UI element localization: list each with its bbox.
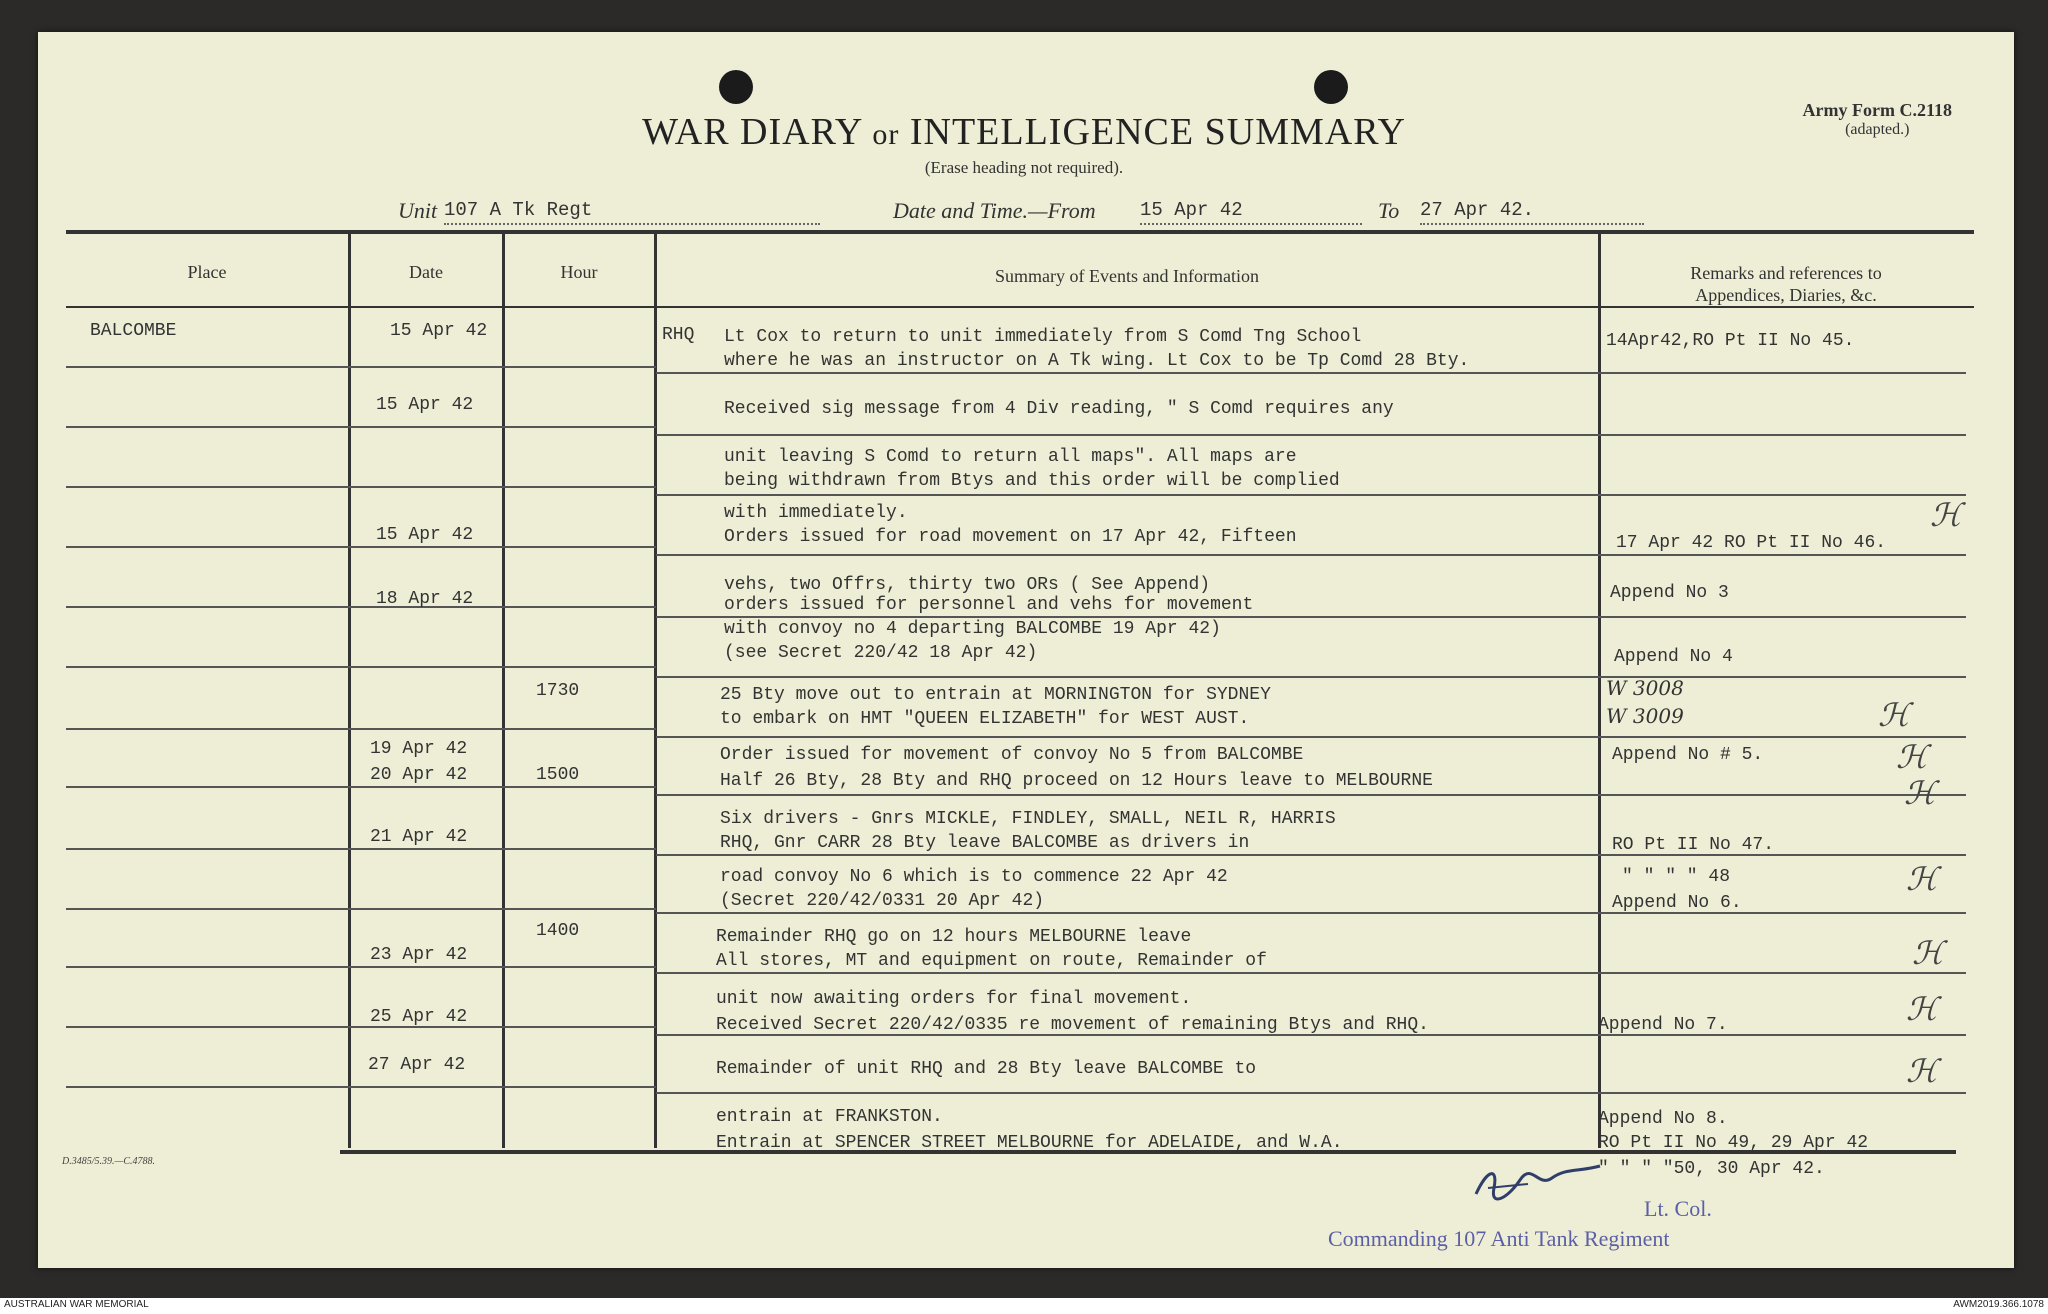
remarks-cell: " " " "50, 30 Apr 42. [1598, 1159, 1825, 1179]
initials-mark: ℋ [1906, 1052, 1938, 1090]
row-line [66, 1026, 656, 1028]
row-line [656, 434, 1966, 436]
hour-cell: 1400 [536, 921, 580, 941]
summary-line: where he was an instructor on A Tk wing. Lt Cox to be Tp Comd 28 Bty. [724, 351, 1470, 371]
row-line [66, 848, 656, 850]
row-line [66, 908, 656, 910]
initials-mark: ℋ [1930, 496, 1962, 534]
date-from-label: Date and Time.—From [893, 198, 1096, 223]
row-line [66, 366, 656, 368]
archive-reference: AWM2019.366.1078 [1953, 1299, 2044, 1310]
summary-line: road convoy No 6 which is to commence 22 Apr 42 [720, 867, 1228, 887]
initials-mark: ℋ [1906, 990, 1938, 1028]
row-line [66, 728, 656, 730]
summary-line: with convoy no 4 departing BALCOMBE 19 Apr 42) [724, 619, 1221, 639]
row-line [656, 1092, 1966, 1094]
unit-label: Unit [398, 198, 438, 223]
date-from-value: 15 Apr 42 [1140, 199, 1362, 225]
remarks-header-line1: Remarks and references to [1690, 263, 1882, 283]
punch-hole [1314, 70, 1348, 104]
summary-line: with immediately. [724, 503, 908, 523]
summary-line: Remainder RHQ go on 12 hours MELBOURNE leave [716, 927, 1192, 947]
remarks-cell: " " " " 48 [1622, 867, 1731, 887]
row-line [66, 1086, 656, 1088]
table-top-rule [66, 230, 1974, 234]
title-or: or [872, 118, 900, 151]
summary-line: Entrain at SPENCER STREET MELBOURNE for ADELAIDE, and W.A. [716, 1133, 1343, 1153]
summary-line: unit leaving S Comd to return all maps". All maps are [724, 447, 1297, 467]
summary-line: to embark on HMT "QUEEN ELIZABETH" for WEST AUST. [720, 709, 1250, 729]
summary-line: Half 26 Bty, 28 Bty and RHQ proceed on 12 Hours leave to MELBOURNE [720, 771, 1433, 791]
summary-line: Order issued for movement of convoy No 5 from BALCOMBE [720, 745, 1304, 765]
row-line [66, 486, 656, 488]
date-cell: 23 Apr 42 [370, 945, 468, 965]
initials-mark: ℋ [1878, 696, 1910, 734]
summary-line: (see Secret 220/42 18 Apr 42) [724, 643, 1038, 663]
row-line [66, 966, 656, 968]
row-line [656, 794, 1966, 796]
remarks-cell: Append No 4 [1614, 647, 1733, 667]
date-cell: 20 Apr 42 [370, 765, 468, 785]
summary-line: Received sig message from 4 Div reading, " S Comd requires any [724, 399, 1394, 419]
initials-mark: ℋ [1904, 774, 1936, 812]
row-line [656, 972, 1966, 974]
row-line [66, 606, 656, 608]
summary-line: Remainder of unit RHQ and 28 Bty leave BALCOMBE to [716, 1059, 1257, 1079]
signatory-rank: Lt. Col. [1644, 1196, 1712, 1221]
date-cell: 15 Apr 42 [390, 321, 488, 341]
hour-cell: 1500 [536, 765, 580, 785]
form-number: Army Form C.2118 [1802, 100, 1952, 120]
handwritten-reference: W 3008 [1606, 676, 1684, 700]
row-line [66, 786, 656, 788]
print-code: D.3485/5.39.—C.4788. [62, 1156, 156, 1167]
date-cell: 21 Apr 42 [370, 827, 468, 847]
row-line [656, 736, 1966, 738]
summary-line: All stores, MT and equipment on route, Remainder of [716, 951, 1267, 971]
summary-line: Received Secret 220/42/0335 re movement of remaining Btys and RHQ. [716, 1015, 1429, 1035]
row-line [656, 372, 1966, 374]
rhq-label: RHQ [662, 325, 695, 345]
punch-hole [719, 70, 753, 104]
handwritten-reference: W 3009 [1606, 704, 1684, 728]
summary-line: (Secret 220/42/0331 20 Apr 42) [720, 891, 1045, 911]
summary-line: being withdrawn from Btys and this order will be complied [724, 471, 1340, 491]
date-to-label: To [1378, 198, 1400, 223]
summary-line: Lt Cox to return to unit immediately from S Comd Tng School [724, 327, 1362, 347]
initials-mark: ℋ [1906, 860, 1938, 898]
form-title [0, 110, 2048, 154]
table-header-rule [66, 306, 1974, 308]
row-line [656, 912, 1966, 914]
date-cell: 25 Apr 42 [370, 1007, 468, 1027]
summary-line: Six drivers - Gnrs MICKLE, FINDLEY, SMALL, NEIL R, HARRIS [720, 809, 1336, 829]
archive-footer [0, 1298, 2048, 1314]
summary-line: unit now awaiting orders for final movement. [716, 989, 1192, 1009]
row-line [656, 554, 1966, 556]
row-line [66, 546, 656, 548]
date-cell: 15 Apr 42 [376, 525, 474, 545]
column-divider [654, 232, 657, 1148]
place-cell: BALCOMBE [90, 321, 177, 341]
date-cell: 15 Apr 42 [376, 395, 474, 415]
title-part1: WAR DIARY [642, 111, 862, 153]
remarks-cell: Append No 3 [1610, 583, 1729, 603]
summary-line: Orders issued for road movement on 17 Apr 42, Fifteen [724, 527, 1297, 547]
column-header-hour: Hour [560, 262, 598, 282]
row-line [656, 676, 1966, 678]
column-header-place: Place [187, 262, 227, 282]
column-divider [1598, 232, 1601, 1148]
summary-line: entrain at FRANKSTON. [716, 1107, 943, 1127]
summary-line: 25 Bty move out to entrain at MORNINGTON for SYDNEY [720, 685, 1271, 705]
date-cell: 27 Apr 42 [368, 1055, 466, 1075]
date-cell: 19 Apr 42 [370, 739, 468, 759]
row-line [66, 426, 656, 428]
row-line [656, 494, 1966, 496]
summary-line: orders issued for personnel and vehs for movement [724, 595, 1254, 615]
remarks-cell: Append No 7. [1598, 1015, 1728, 1035]
unit-value: 107 A Tk Regt [444, 199, 820, 225]
initials-mark: ℋ [1896, 738, 1928, 776]
column-header-date: Date [409, 262, 443, 282]
remarks-header-line2: Appendices, Diaries, &c. [1695, 285, 1877, 305]
remarks-cell: Append No 6. [1612, 893, 1742, 913]
hour-cell: 1730 [536, 681, 580, 701]
date-cell: 18 Apr 42 [376, 589, 474, 609]
column-header-summary: Summary of Events and Information [995, 266, 1259, 286]
remarks-cell: Append No 8. [1598, 1109, 1728, 1129]
remarks-cell: 17 Apr 42 RO Pt II No 46. [1616, 533, 1887, 553]
archive-name: AUSTRALIAN WAR MEMORIAL [4, 1299, 149, 1310]
summary-line: vehs, two Offrs, thirty two ORs ( See Append) [724, 575, 1211, 595]
remarks-cell: 14Apr42,RO Pt II No 45. [1606, 331, 1855, 351]
remarks-cell: Append No # 5. [1612, 745, 1764, 765]
form-number-block [1803, 100, 1952, 140]
column-header-remarks [1600, 262, 1972, 306]
form-adapted: (adapted.) [1845, 121, 1910, 138]
column-divider [502, 232, 505, 1148]
summary-line: RHQ, Gnr CARR 28 Bty leave BALCOMBE as drivers in [720, 833, 1250, 853]
command-stamp: Commanding 107 Anti Tank Regiment [1328, 1226, 1670, 1251]
initials-mark: ℋ [1912, 934, 1944, 972]
date-to-value: 27 Apr 42. [1420, 199, 1644, 225]
form-subtitle: (Erase heading not required). [924, 158, 1124, 177]
title-part2: INTELLIGENCE SUMMARY [909, 111, 1406, 153]
remarks-cell: RO Pt II No 47. [1612, 835, 1775, 855]
remarks-cell: RO Pt II No 49, 29 Apr 42 [1598, 1133, 1869, 1153]
row-line [66, 666, 656, 668]
signature-scribble [1468, 1158, 1608, 1208]
column-divider [348, 232, 351, 1148]
